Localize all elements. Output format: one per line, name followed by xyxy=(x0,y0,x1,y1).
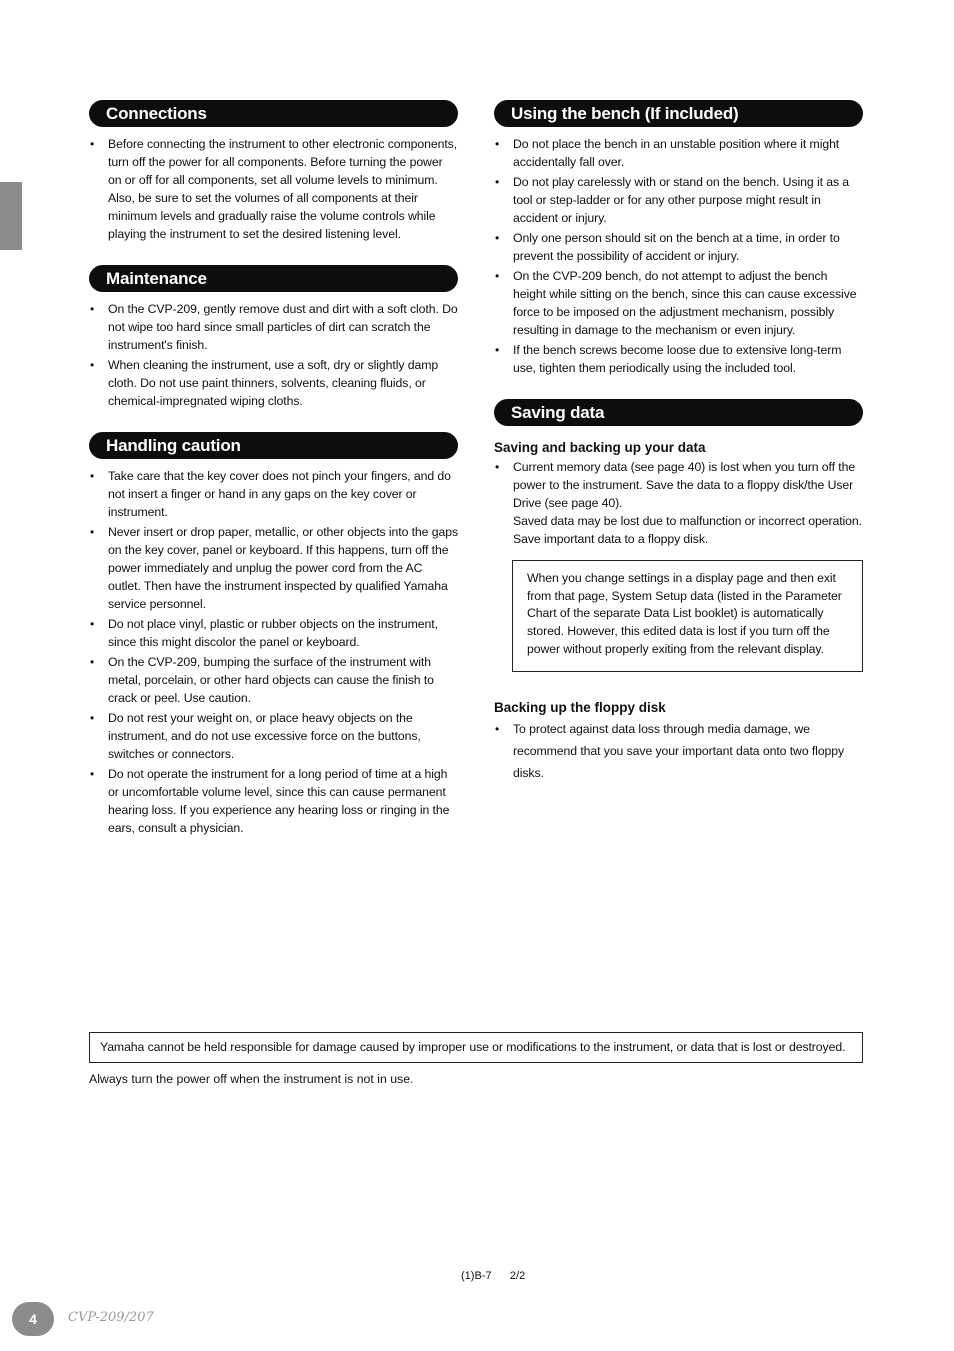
handling-list xyxy=(89,467,458,837)
floppy-list xyxy=(494,718,863,784)
maintenance-list xyxy=(89,300,458,410)
power-off-note: Always turn the power off when the instrument is not in use. xyxy=(89,1072,414,1086)
list-item: • On the CVP-209 bench, do not attempt to adjust the bench height while sitting on the bench, since this can cause excessive force to be imposed on the adjustment mechanism, possibly resulting in damage to the mechanism or even injury. xyxy=(494,267,863,339)
disclaimer-box: Yamaha cannot be held responsible for damage caused by improper use or modifications to the instrument, or data that is lost or destroyed. xyxy=(89,1032,863,1063)
list-item: • Current memory data (see page 40) is lost when you turn off the power to the instrument. Save the data to a floppy disk/the User Drive (see page 40). xyxy=(494,458,863,512)
list-item: • Before connecting the instrument to other electronic components, turn off the power for all components. Before turning the power on or off for all components, set all volume levels to minimum. Also, be sure to set the volumes of all components at their minimum levels and gradually raise the volume controls while playing the instrument to set the desired listening level. xyxy=(89,135,458,243)
bench-list xyxy=(494,135,863,377)
list-item: • Do not place the bench in an unstable position where it might accidentally fall over. xyxy=(494,135,863,171)
list-item: • Do not rest your weight on, or place heavy objects on the instrument, and do not use excessive force on the buttons, switches or connectors. xyxy=(89,709,458,763)
section-title-bench: Using the bench (If included) xyxy=(494,100,863,127)
list-item: • On the CVP-209, bumping the surface of the instrument with metal, porcelain, or other hard objects can cause the finish to crack or peel. Use caution. xyxy=(89,653,458,707)
list-item: • Take care that the key cover does not pinch your fingers, and do not insert a finger or hand in any gaps on the key cover or instrument. xyxy=(89,467,458,521)
list-item: • If the bench screws become loose due to extensive long-term use, tighten them periodically using the included tool. xyxy=(494,341,863,377)
right-column xyxy=(494,100,863,786)
subheading-saving-backing: Saving and backing up your data xyxy=(494,440,706,455)
model-name: CVP-209/207 xyxy=(68,1310,154,1325)
subheading-backing-floppy: Backing up the floppy disk xyxy=(494,699,666,715)
section-title-connections: Connections xyxy=(89,100,458,127)
list-item: • To protect against data loss through media damage, we recommend that you save your important data onto two floppy disks. xyxy=(494,718,863,784)
document-code: (1)B-7 2/2 xyxy=(461,1270,526,1282)
section-title-handling-caution: Handling caution xyxy=(89,432,458,459)
list-item: • Never insert or drop paper, metallic, or other objects into the gaps on the key cover, panel or keyboard. If this happens, turn off the power immediately and unplug the power cord from the AC outlet. Then have the instrument inspected by qualified Yamaha service personnel. xyxy=(89,523,458,613)
section-title-maintenance: Maintenance xyxy=(89,265,458,292)
list-item: • When cleaning the instrument, use a soft, dry or slightly damp cloth. Do not use paint thinners, solvents, cleaning fluids, or chemical-impregnated wiping cloths. xyxy=(89,356,458,410)
list-item: • On the CVP-209, gently remove dust and dirt with a soft cloth. Do not wipe too hard since small particles of dirt can scratch the instrument's finish. xyxy=(89,300,458,354)
connections-list xyxy=(89,135,458,243)
note-box: When you change settings in a display page and then exit from that page, System Setup data (listed in the Parameter Chart of the separate Data List booklet) is automatically stored. However, this edited data is lost if you turn off the power without properly exiting from the relevant display. xyxy=(512,560,863,672)
section-title-saving-data: Saving data xyxy=(494,399,863,426)
list-item: • Do not play carelessly with or stand on the bench. Using it as a tool or step-ladder or for any other purpose might result in accident or injury. xyxy=(494,173,863,227)
side-tab-marker xyxy=(0,182,22,250)
page-number-badge: 4 xyxy=(12,1302,54,1336)
saving-extra-paragraph: Saved data may be lost due to malfunction or incorrect operation. Save important data to a floppy disk. xyxy=(513,514,862,546)
saving-list xyxy=(494,458,863,512)
list-item: • Do not operate the instrument for a long period of time at a high or uncomfortable volume level, since this can cause permanent hearing loss. If you experience any hearing loss or ringing in the ears, consult a physician. xyxy=(89,765,458,837)
list-item: • Only one person should sit on the bench at a time, in order to prevent the possibility of accident or injury. xyxy=(494,229,863,265)
list-item: • Do not place vinyl, plastic or rubber objects on the instrument, since this might discolor the panel or keyboard. xyxy=(89,615,458,651)
left-column xyxy=(89,100,458,839)
